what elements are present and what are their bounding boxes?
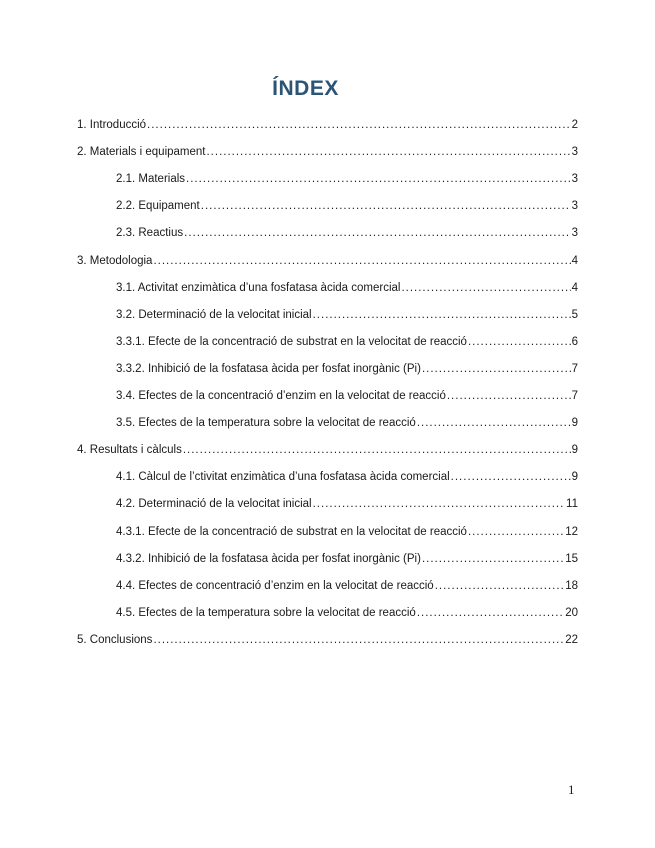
toc-title: ÍNDEX xyxy=(272,77,339,100)
toc-entry[interactable] xyxy=(116,335,578,349)
toc-entry[interactable] xyxy=(116,497,578,511)
toc-entry-label: 3.1. Activitat enzimàtica d’una fosfatasa àcida comercial xyxy=(116,282,401,294)
toc-entry-label: 4.4. Efectes de concentració d’enzim en la velocitat de reacció xyxy=(116,580,434,592)
toc-entry-page: 5 xyxy=(571,309,578,321)
toc-entry-page: 3 xyxy=(571,200,578,212)
toc-dot-leader xyxy=(183,443,571,457)
toc-entry-label: 3.2. Determinació de la velocitat inicial xyxy=(116,309,312,321)
toc-entry[interactable] xyxy=(116,362,578,376)
toc-entry[interactable] xyxy=(116,552,578,566)
toc-entry-page: 22 xyxy=(565,634,578,646)
toc-entry-label: 5. Conclusions xyxy=(77,634,153,646)
toc-entry-page: 7 xyxy=(571,390,578,402)
toc-dot-leader xyxy=(468,335,571,349)
toc-entry-page: 3 xyxy=(571,173,578,185)
toc-entry-label: 3. Metodologia xyxy=(77,255,153,267)
toc-dot-leader xyxy=(447,389,571,403)
toc-entry-page: 11 xyxy=(566,498,578,510)
toc-dot-leader xyxy=(422,552,564,566)
toc-entry-label: 4.1. Càlcul de l’ctivitat enzimàtica d’una fosfatasa àcida comercial xyxy=(116,471,450,483)
toc-entry-label: 1. Introducció xyxy=(77,119,147,131)
toc-entry[interactable] xyxy=(116,281,578,295)
toc-dot-leader xyxy=(186,172,571,186)
toc-entry-label: 2.1. Materials xyxy=(116,173,186,185)
toc-entry[interactable] xyxy=(77,443,578,457)
toc-entry-label: 4.3.1. Efecte de la concentració de substrat en la velocitat de reacció xyxy=(116,526,467,538)
toc-dot-leader xyxy=(147,118,571,132)
toc-entry-label: 3.3.2. Inhibició de la fosfatasa àcida per fosfat inorgànic (Pi) xyxy=(116,363,421,375)
toc-entry[interactable] xyxy=(116,525,578,539)
toc-entry[interactable] xyxy=(116,199,578,213)
toc-dot-leader xyxy=(451,470,571,484)
toc-entry-label: 3.4. Efectes de la concentració d’enzim en la velocitat de reacció xyxy=(116,390,446,402)
toc-entry-page: 18 xyxy=(565,580,578,592)
toc-entry-label: 4.2. Determinació de la velocitat inicial xyxy=(116,498,312,510)
toc-dot-leader xyxy=(468,525,564,539)
toc-entry-label: 2. Materials i equipament xyxy=(77,146,206,158)
toc-entry-page: 9 xyxy=(571,471,578,483)
toc-dot-leader xyxy=(435,579,564,593)
toc-entry[interactable] xyxy=(116,416,578,430)
toc-dot-leader xyxy=(313,497,565,511)
toc-dot-leader xyxy=(417,606,564,620)
toc-entry-label: 4.3.2. Inhibició de la fosfatasa àcida per fosfat inorgànic (Pi) xyxy=(116,553,421,565)
toc-entry[interactable] xyxy=(77,633,578,647)
toc-entry[interactable] xyxy=(77,145,578,159)
toc-dot-leader xyxy=(313,308,571,322)
toc-entry[interactable] xyxy=(77,254,578,268)
toc-entry-label: 2.3. Reactius xyxy=(116,227,184,239)
toc-entry[interactable] xyxy=(116,606,578,620)
toc-entry-label: 2.2. Equipament xyxy=(116,200,200,212)
toc-entry-page: 9 xyxy=(571,417,578,429)
toc-entry-page: 9 xyxy=(571,444,578,456)
toc-entry-label: 4. Resultats i càlculs xyxy=(77,444,182,456)
page-number: 1 xyxy=(568,782,575,797)
toc-entry-page: 3 xyxy=(571,146,578,158)
toc-entry-page: 12 xyxy=(565,526,578,538)
toc-dot-leader xyxy=(153,254,570,268)
toc-dot-leader xyxy=(206,145,570,159)
toc-dot-leader xyxy=(417,416,571,430)
toc-entry-label: 4.5. Efectes de la temperatura sobre la velocitat de reacció xyxy=(116,607,416,619)
toc-entry-label: 3.5. Efectes de la temperatura sobre la velocitat de reacció xyxy=(116,417,416,429)
toc-dot-leader xyxy=(201,199,571,213)
toc-entry-page: 7 xyxy=(571,363,578,375)
toc-entry-page: 4 xyxy=(571,282,578,294)
toc-dot-leader xyxy=(184,226,570,240)
toc-entry[interactable] xyxy=(116,579,578,593)
toc-entry[interactable] xyxy=(116,226,578,240)
toc-entry-page: 6 xyxy=(571,336,578,348)
toc-entry[interactable] xyxy=(116,308,578,322)
toc-entry-page: 4 xyxy=(571,255,578,267)
toc-entry[interactable] xyxy=(116,389,578,403)
toc-dot-leader xyxy=(422,362,571,376)
toc-entry[interactable] xyxy=(77,118,578,132)
toc-dot-leader xyxy=(401,281,570,295)
toc-entry-page: 20 xyxy=(565,607,578,619)
toc-dot-leader xyxy=(153,633,564,647)
toc-entry-label: 3.3.1. Efecte de la concentració de substrat en la velocitat de reacció xyxy=(116,336,467,348)
toc-entry-page: 2 xyxy=(571,119,578,131)
toc-entry-page: 15 xyxy=(565,553,578,565)
toc-entry[interactable] xyxy=(116,172,578,186)
toc-entry[interactable] xyxy=(116,470,578,484)
toc-entry-page: 3 xyxy=(571,227,578,239)
